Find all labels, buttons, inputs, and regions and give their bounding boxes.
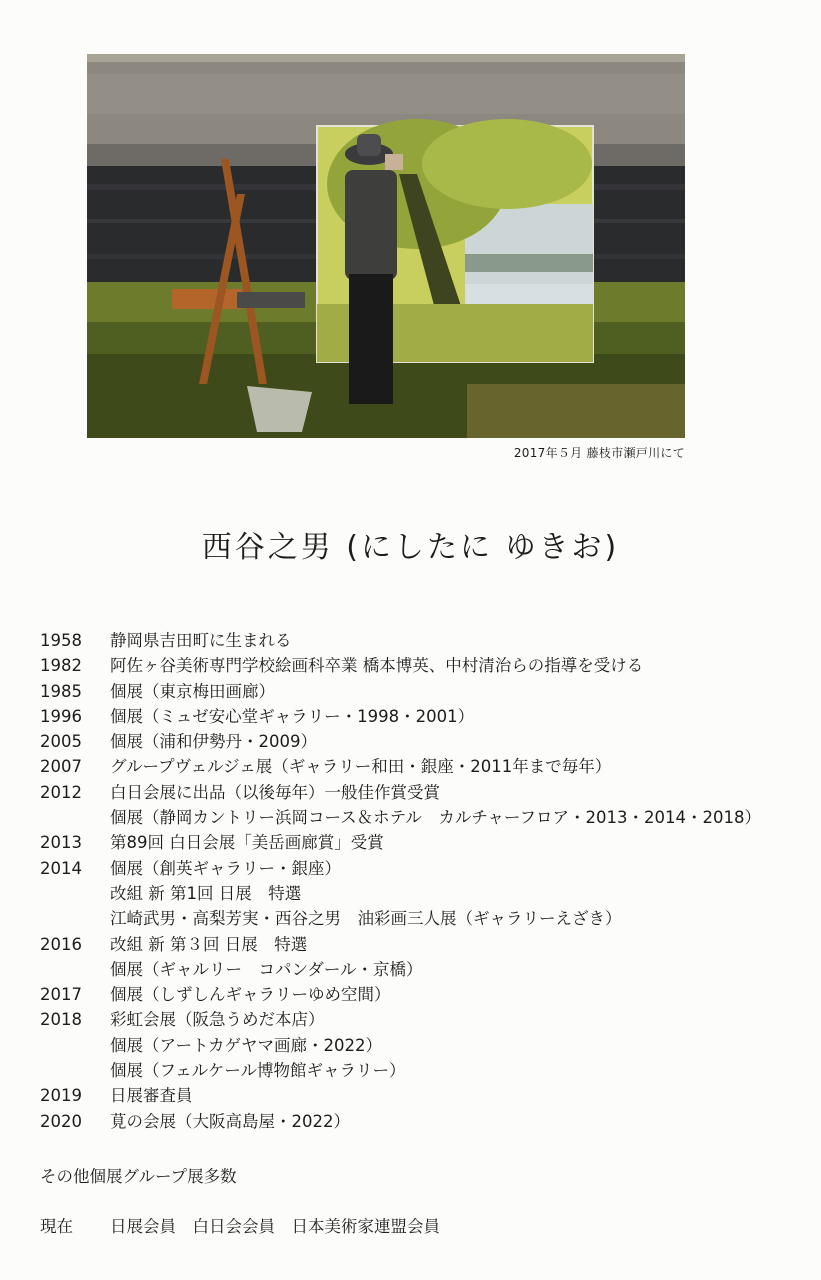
bio-year: 2005	[40, 732, 82, 752]
bio-year	[40, 881, 110, 906]
bio-entry	[40, 830, 810, 855]
bio-year: 2020	[40, 1111, 82, 1131]
bio-text: 個展（創英ギャラリー・銀座）	[110, 858, 341, 878]
bio-entry	[40, 932, 810, 957]
other-exhibitions-note: その他個展グループ展多数	[40, 1167, 237, 1186]
bio-text: 個展（ミュゼ安心堂ギャラリー・1998・2001）	[110, 706, 475, 726]
bio-year: 1982	[40, 656, 82, 676]
bio-year	[40, 906, 110, 931]
bio-text: 改組 新 第1回 日展 特選	[110, 883, 302, 903]
bio-entry	[40, 957, 810, 982]
bio-year: 1958	[40, 631, 82, 650]
bio-year: 2016	[40, 934, 82, 954]
bio-entry	[40, 1083, 810, 1108]
bio-text: 個展（静岡カントリー浜岡コース＆ホテル カルチャーフロア・2013・2014・2018）	[110, 808, 762, 828]
bio-text: 江崎武男・高梨芳実・西谷之男 油彩画三人展（ギャラリーえざき）	[110, 909, 622, 929]
bio-text: 個展（アートカゲヤマ画廊・2022）	[110, 1035, 383, 1055]
bio-text: 彩虹会展（阪急うめだ本店）	[110, 1010, 325, 1030]
bio-entry	[40, 679, 810, 704]
bio-entry	[40, 1109, 810, 1134]
bio-text: 静岡県吉田町に生まれる	[110, 631, 292, 650]
bio-text: 阿佐ヶ谷美術専門学校絵画科卒業 橋本博英、中村清治らの指導を受ける	[110, 656, 644, 676]
bio-text: 改組 新 第３回 日展 特選	[110, 934, 308, 954]
photo-caption: 2017年５月 藤枝市瀬戸川にて	[513, 446, 685, 460]
bio-text: 個展（フェルケール博物館ギャラリー）	[110, 1061, 406, 1081]
bio-entry	[40, 982, 810, 1007]
bio-entry	[40, 881, 810, 906]
bio-year	[40, 805, 110, 830]
bio-text: 白日会展に出品（以後毎年）一般佳作賞受賞	[110, 782, 440, 802]
bio-entry	[40, 754, 810, 779]
painting-outdoors-image	[87, 54, 685, 438]
bio-entry	[40, 653, 810, 678]
bio-entry	[40, 906, 810, 931]
bio-year: 2013	[40, 833, 82, 853]
bio-entry	[40, 628, 810, 653]
bio-entry	[40, 729, 810, 754]
bio-text: グループヴェルジェ展（ギャラリー和田・銀座・2011年まで毎年）	[110, 757, 612, 777]
bio-text: 個展（しずしんギャラリーゆめ空間）	[110, 985, 391, 1005]
bio-entry	[40, 1033, 810, 1058]
bio-year: 2018	[40, 1010, 82, 1030]
current-text: 日展会員 白日会会員 日本美術家連盟会員	[110, 1217, 440, 1236]
bio-text: 莧の会展（大阪高島屋・2022）	[110, 1111, 350, 1131]
bio-entry	[40, 805, 810, 830]
artist-name-title: 西谷之男 (にしたに ゆきお)	[201, 530, 620, 565]
bio-text: 第89回 白日会展「美岳画廊賞」受賞	[110, 833, 384, 853]
bio-text: 日展審査員	[110, 1086, 193, 1106]
bio-year: 1996	[40, 706, 82, 726]
bio-entry	[40, 856, 810, 881]
bio-entry	[40, 1058, 810, 1083]
bio-year	[40, 957, 110, 982]
bio-year: 2012	[40, 782, 82, 802]
bio-year: 2017	[40, 985, 82, 1005]
bio-entry	[40, 1007, 810, 1032]
bio-text: 個展（ギャルリー コパンダール・京橋）	[110, 959, 423, 979]
current-memberships	[40, 1213, 440, 1237]
bio-year: 2014	[40, 858, 82, 878]
bio-year: 2007	[40, 757, 82, 777]
bio-text: 個展（東京梅田画廊）	[110, 681, 275, 701]
bio-year	[40, 1058, 110, 1083]
bio-text: 個展（浦和伊勢丹・2009）	[110, 732, 317, 752]
bio-entry	[40, 704, 810, 729]
bio-entry	[40, 780, 810, 805]
bio-year: 2019	[40, 1086, 82, 1106]
bio-year	[40, 1033, 110, 1058]
current-label: 現在	[40, 1217, 73, 1236]
biography-list	[40, 628, 810, 1134]
artist-photo	[87, 54, 685, 438]
bio-year: 1985	[40, 681, 82, 701]
